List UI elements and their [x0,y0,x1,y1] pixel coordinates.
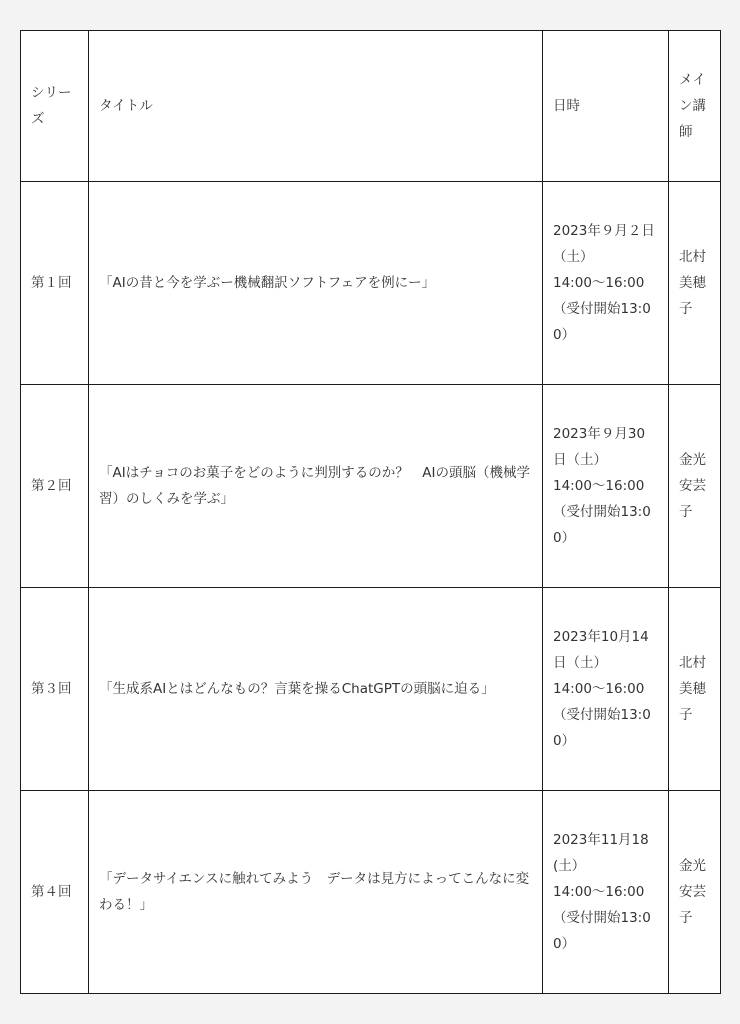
table-row [21,182,721,385]
title-cell: 「生成系AIとはどんなもの？言葉を操るChatGPTの頭脳に迫る」 [89,588,543,791]
reception-text: （受付開始13:00） [553,707,651,749]
lecturer-cell: 北村美穂子 [669,588,721,791]
lecturer-cell: 北村美穂子 [669,182,721,385]
table-row [21,385,721,588]
date-text: 2023年10月14日（土） [553,629,649,671]
datetime-cell [543,182,669,385]
date-text: 2023年９月２日（土） [553,223,655,265]
reception-text: （受付開始13:00） [553,910,651,952]
header-title: タイトル [89,31,543,182]
series-cell: 第４回 [21,791,89,994]
date-text: 2023年11月18(土） [553,832,649,874]
time-text: 14:00〜16:00 [553,884,645,900]
schedule-table [20,30,721,994]
header-lecturer: メイン講師 [669,31,721,182]
reception-text: （受付開始13:00） [553,301,651,343]
header-series: シリーズ [21,31,89,182]
datetime-cell [543,791,669,994]
title-cell: 「AIはチョコのお菓子をどのように判別するのか？ AIの頭脳（機械学習）のしくみを学ぶ」 [89,385,543,588]
title-cell: 「AIの昔と今を学ぶー機械翻訳ソフトフェアを例にー」 [89,182,543,385]
lecturer-cell: 金光安芸子 [669,791,721,994]
table-row [21,588,721,791]
schedule-sheet [20,30,720,994]
date-text: 2023年９月30日（土） [553,426,646,468]
time-text: 14:00〜16:00 [553,681,645,697]
time-text: 14:00〜16:00 [553,478,645,494]
datetime-cell [543,588,669,791]
series-cell: 第３回 [21,588,89,791]
series-cell: 第２回 [21,385,89,588]
title-cell: 「データサイエンスに触れてみよう データは見方によってこんなに変わる！」 [89,791,543,994]
time-text: 14:00〜16:00 [553,275,645,291]
header-datetime: 日時 [543,31,669,182]
header-row [21,31,721,182]
datetime-cell [543,385,669,588]
lecturer-cell: 金光 安芸子 [669,385,721,588]
reception-text: （受付開始13:00） [553,504,651,546]
table-row [21,791,721,994]
series-cell: 第１回 [21,182,89,385]
